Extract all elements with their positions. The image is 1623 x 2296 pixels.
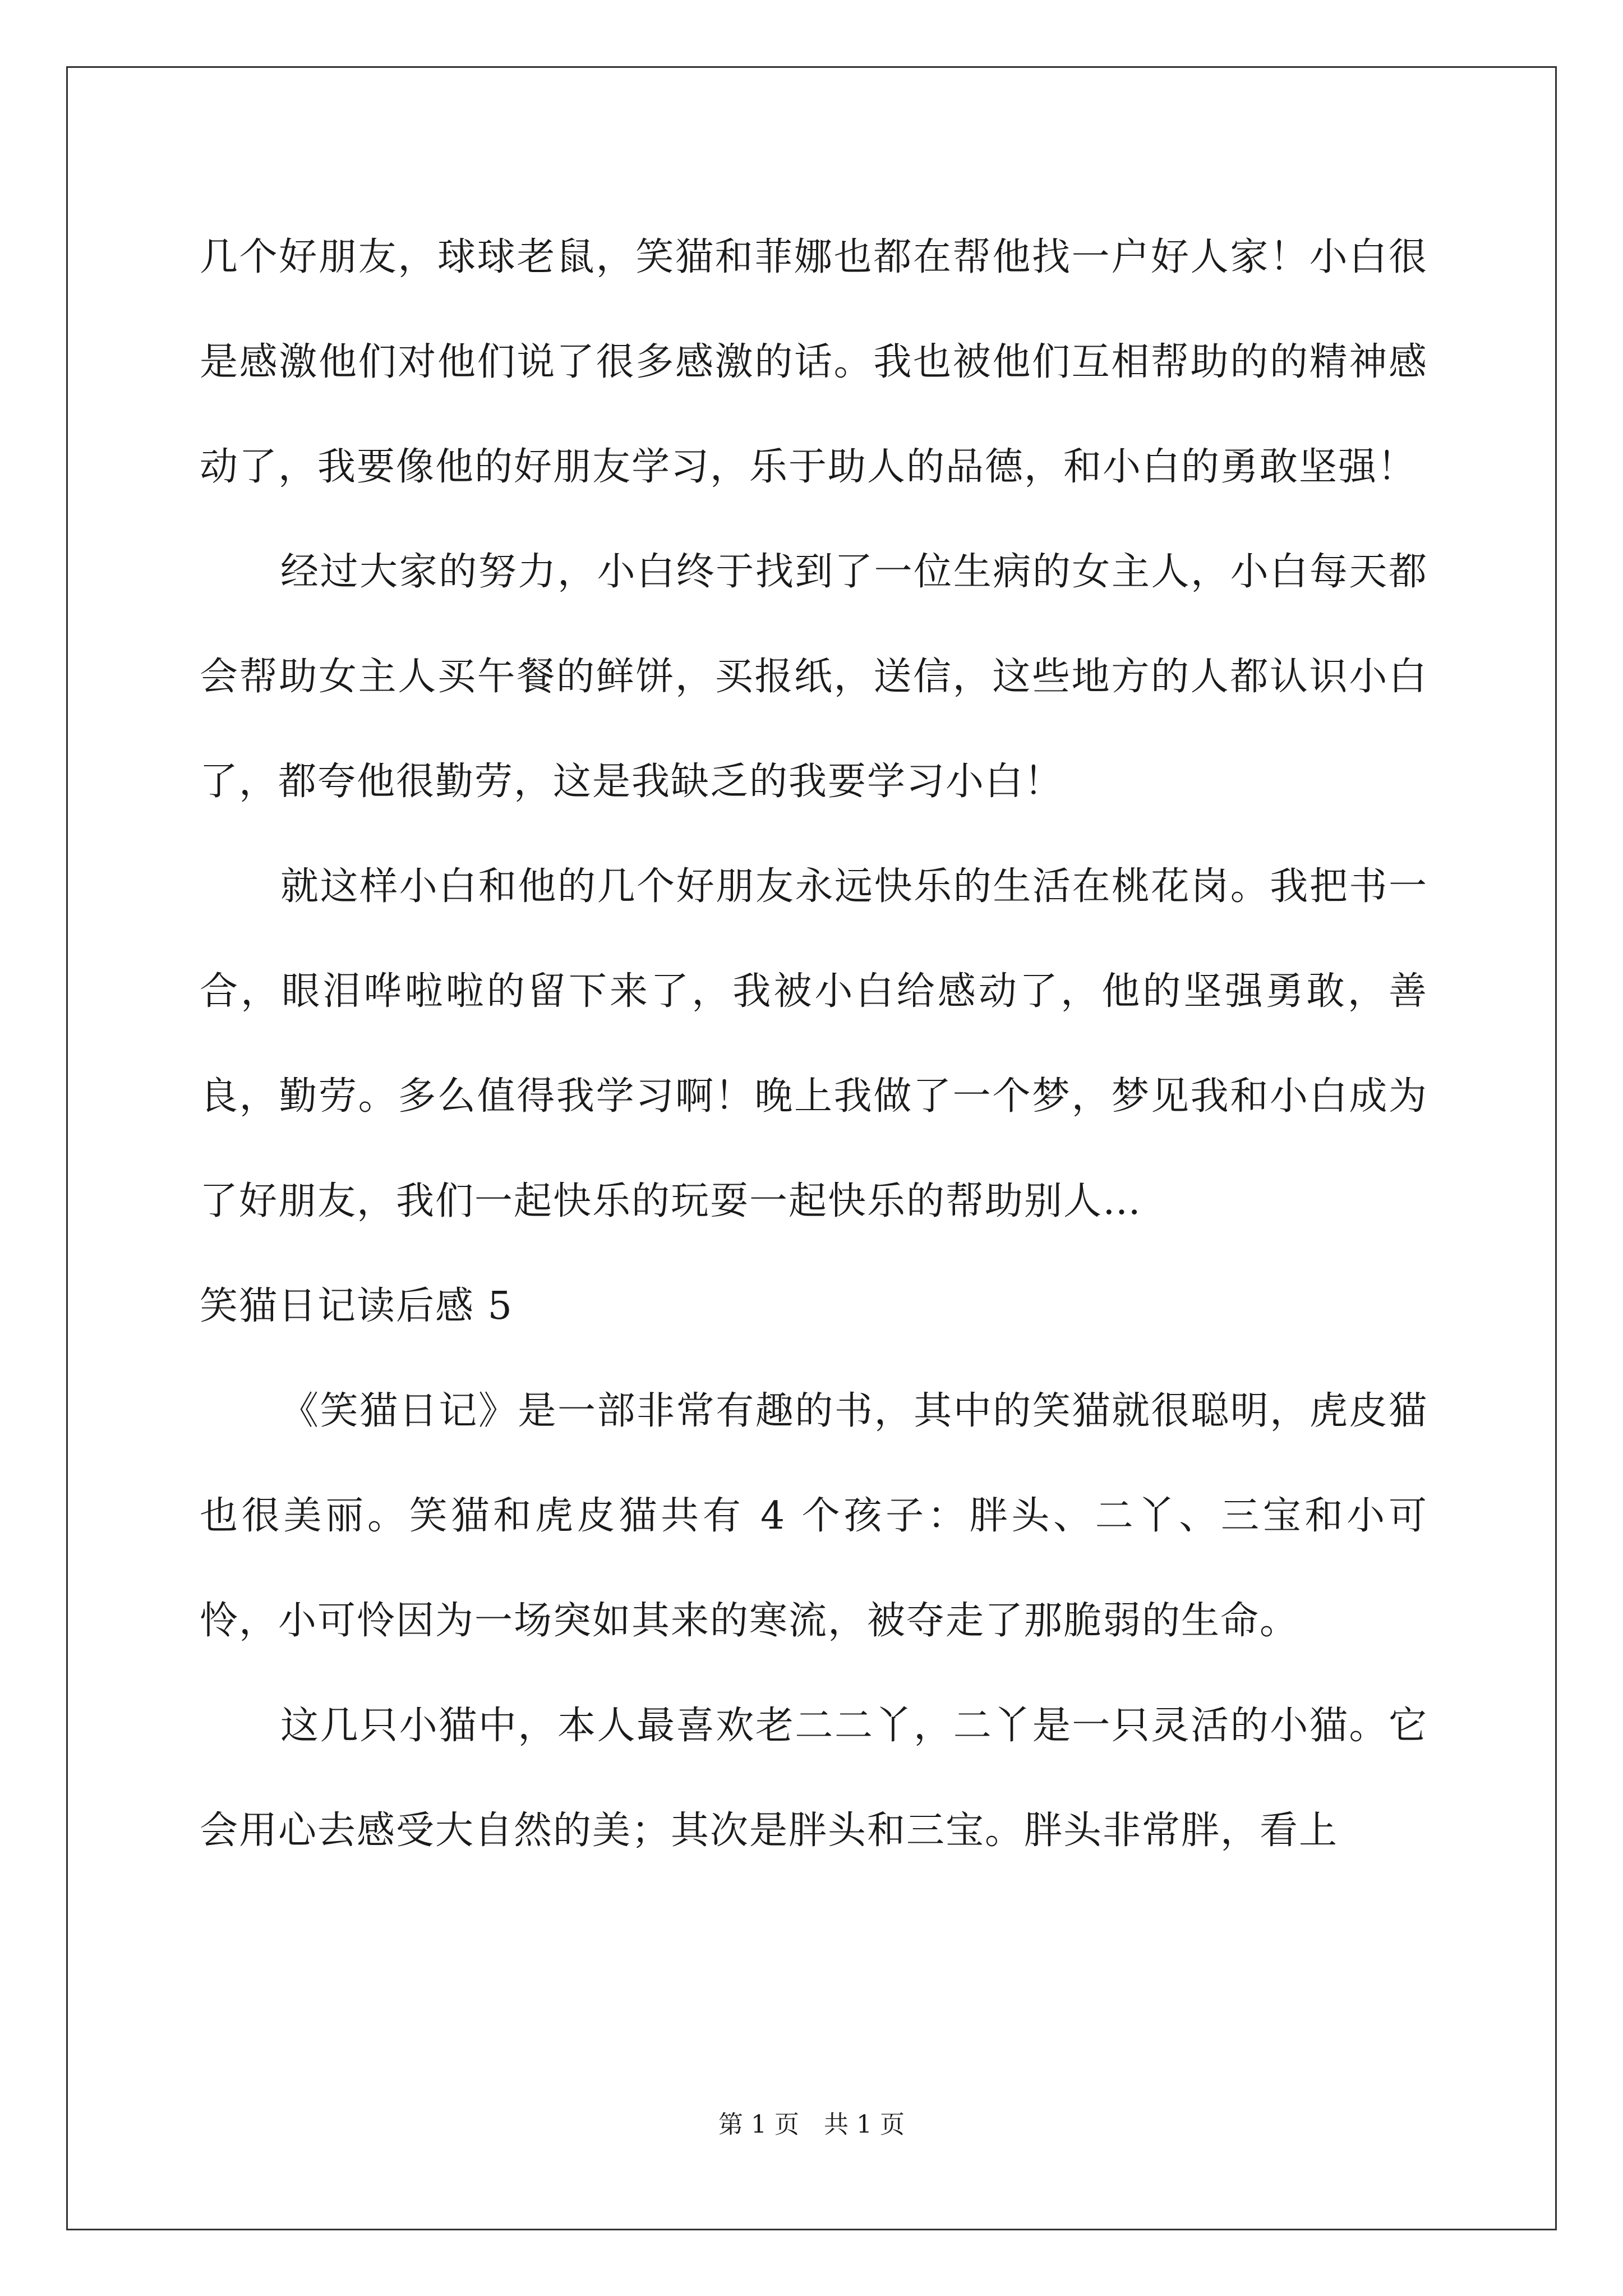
document-body (200, 205, 1428, 1883)
section-title: 笑猫日记读后感 5 (200, 1284, 513, 1328)
paragraph-2: 经过大家的努力，小白终于找到了一位生病的女主人，小白每天都会帮助女主人买午餐的鲜饼，买报纸，送信，这些地方的人都认识小白了，都夸他很勤劳，这是我缺乏的我要学习小白！ (200, 550, 1428, 804)
paragraph-1: 几个好朋友，球球老鼠，笑猫和菲娜也都在帮他找一户好人家！小白很是感激他们对他们说了很多感激的话。我也被他们互相帮助的的精神感动了，我要像他的好朋友学习，乐于助人的品德，和小白的勇敢坚强！ (200, 235, 1428, 489)
page-number-footer: 第 1 页 共 1 页 (718, 2110, 905, 2139)
paragraph-3: 就这样小白和他的几个好朋友永远快乐的生活在桃花岗。我把书一合，眼泪哗啦啦的留下来了，我被小白给感动了，他的坚强勇敢，善良，勤劳。多么值得我学习啊！晚上我做了一个梦，梦见我和小白成为了好朋友，我们一起快乐的玩耍一起快乐的帮助别人… (200, 864, 1428, 1223)
section-paragraph-2: 这几只小猫中，本人最喜欢老二二丫，二丫是一只灵活的小猫。它会用心去感受大自然的美；其次是胖头和三宝。胖头非常胖，看上 (200, 1704, 1428, 1853)
section-paragraph-1: 《笑猫日记》是一部非常有趣的书，其中的笑猫就很聪明，虎皮猫也很美丽。笑猫和虎皮猫共有 4 个孩子：胖头、二丫、三宝和小可怜，小可怜因为一场突如其来的寒流，被夺走了那脆弱的生命。 (200, 1389, 1428, 1643)
